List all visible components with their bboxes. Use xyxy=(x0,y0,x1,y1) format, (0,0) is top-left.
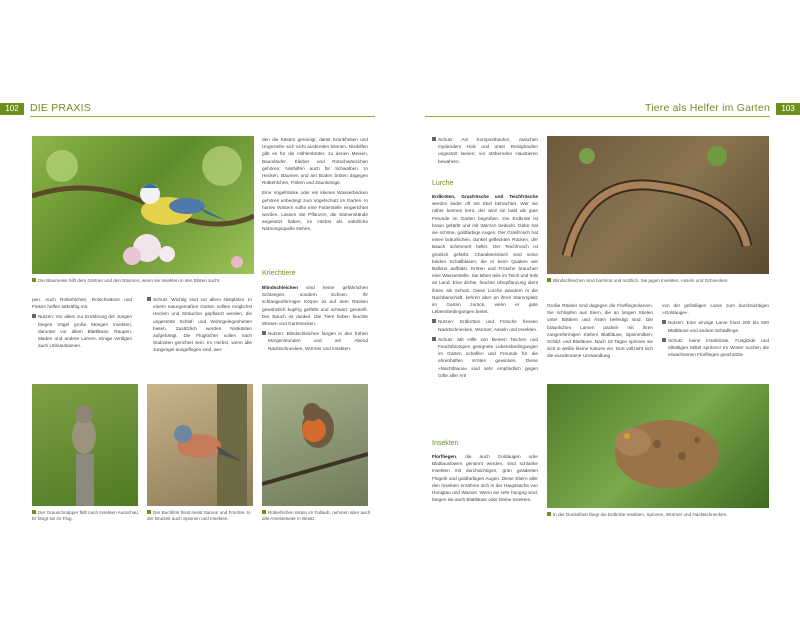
right-column-c xyxy=(662,302,769,361)
amphibians-para: Erdkröten, Grasfrösche und Teichfrösche werden leider oft mit Ekel betrachtet. Wer sie näher kennen lernt, der wird sie bald als gute Freunde im Garten begrüßen. Die Erdkröte ist braun gefärbt und mit Warzen bedeckt. Dafür hat sie schöne, goldfarbige Augen. Der Grasfrosch hat einen bräunlichen, dunkel gefleckten Rücken, der Bauch schimmert heller. Der Teichfrosch ist grünlich gefärbt. Charakteristisch sind seine beiden Schallblasen, die er beim Quaken wie Ballons aufbläst. Kröten und Frösche brauchen eine Wasserstelle. Sie leben teils im Teich und teils an Land. Eine dichte, feuchte Uferpflanzung dient ihnen als Schutz. Diese Lurche wandern in die Nachbarschaft, kehren aber an ihren Stammplatz im Garten zurück, wenn er gute Lebensbedingungen bietet. xyxy=(432,194,538,315)
insects-para: Florfliegen, die auch Goldaugen oder Blattlauslöwen genannt werden, sind schlanke Insekten mit durchsichtigen, grün geäderten Flügeln und goldfarbigen Augen. Diese Eltern aller den Insekten ernähren sich in der Hauptsache von Honigtau und Wasser. Wenn sie sehr hungrig sind, fangen sie auch Blattläuse oder kleine Insekten. xyxy=(432,454,538,503)
finch-illustration xyxy=(147,384,253,506)
col2-bullet: Schutz: Wichtig sind vor allem Nistplätze. In einem naturgemäßen Garten sollten möglichst Hecken und Sträucher gepflanzt werden, die ungestörte Schlaf- und Wohngelegenheiten bieten. Zusätzlich werden Nistkästen aufgehängt. Die Fluglöcher sollen nach Südosten gerichtet sein. Im Herbst, wenn alle Jungvögel ausgeflogen sind, wer- xyxy=(147,296,252,354)
amphibians-bullet-2: Schutz: Mit Hilfe von kleinen Teichen und Feuchtbiotopen geeignete Lebensbedingungen im Garten schaffen und Freunde für die ehrenhaften Kröten gewinnen. Diese »Nachtfauna« sind sehr empfindlich gegen Gifte aller Art! xyxy=(432,336,538,379)
header-rule-left xyxy=(30,116,375,117)
colC-bullet-1: Nutzen: Eine einzige Larve frisst 200 bis 500 Blattläuse und andere Schädlinge. xyxy=(662,319,769,333)
left-column-1 xyxy=(32,296,132,352)
subheading-amphibians: Lurche xyxy=(432,180,454,187)
col3-text2: Eine Vogeltränke oder ein kleines Wasserbecken gehören unbedingt zum Vogelschutz im Garten. In harten Wintern sollte eine Futterstelle eingerichtet werden. Lassen Sie Pflanzen, die Samenstände angesetzt haben, im Herbst als natürliche Nahrungsquelle stehen. xyxy=(262,190,368,232)
right-column-a xyxy=(432,136,538,168)
flycatcher-illustration xyxy=(32,384,138,506)
section-header-left: DIE PRAXIS xyxy=(30,102,91,114)
caption-slowworm: Blindschleichen sind harmlos und nützlich. Sie jagen Insekten, Asseln und Schnecken. xyxy=(547,278,777,284)
flycatcher-photo xyxy=(32,384,138,506)
amphibians-section xyxy=(432,193,538,382)
reptiles-para: Blindschleichen sind keine gefährlichen Schlangen, sondern Echsen. Ihr schlangenförmiger Körper ist auf dem Rücken gewöhnlich kupfrig gefärbt und schwarz gestreift. Der Bauch ist dunkel. Die Tiere lieben feuchte Wiesen und Gartenecken. xyxy=(262,285,368,327)
reptiles-bullet: Nutzen: Blindschleichen fangen in den frühen Morgenstunden und am Abend Nacktschnecken, Würmer und Insekten. xyxy=(262,330,368,352)
subheading-insects: Insekten xyxy=(432,440,459,447)
section-header-right: Tiere als Helfer im Garten xyxy=(644,102,770,114)
caption-blue-tit: Die Blaumeise hilft dem Gärtner und den Bäumen, wenn sie Insekten in den Blüten sucht. xyxy=(32,278,262,284)
colC-text: von der gefräßigen Larve zum durchsichtigen »Goldauge«. xyxy=(662,303,769,316)
finch-photo xyxy=(147,384,253,506)
blue-tit-photo xyxy=(32,136,254,274)
caption-finch: Der Buchfink frisst meist Samen und Früchte. In der Brutzeit auch Spinnen und Insekten. xyxy=(147,510,251,521)
colC-bullet-2: Schutz: keine Insektizide, Fungizide und ölhaltigen Mittel spritzen! Im Winter suchen die erwachsenen Florfliegen geschützte xyxy=(662,337,769,359)
subheading-reptiles: Kriechtiere xyxy=(262,270,296,277)
page-number-left: 102 xyxy=(0,103,24,115)
right-column-b xyxy=(547,302,653,363)
blue-tit-illustration xyxy=(32,136,254,274)
col3-text1: den die Kästen gereinigt, damit Krankheiten und Ungeziefer sich nicht ausbreiten können. Nisthilfen gibt es für die Höhlenbrüter, zu denen Meisen, Baumläufer, Kleiber und Rotschwänzchen gehören; Nisthilfen auch für Schwalben. In Hecken, Bäumen und am Boden brüten dagegen Rotkehlchen, Finken und Zaunkönige. xyxy=(262,137,368,186)
slowworm-photo xyxy=(547,136,769,274)
left-column-2 xyxy=(147,296,252,357)
robin-photo xyxy=(262,384,368,506)
toad-illustration xyxy=(547,384,769,508)
colB-text: Große Räuber sind dagegen die Florfliegenlarven. Sie schlüpfen aus Eiern, die an langen Stielen unter Blättern und Ästen befestigt sind. Die bräunlichen Larven packen mit ihren zangenförmigen Kiefern Blattläuse, Spinnmilben, Schild- und Blutläuse. Nach 18 Tagen spinnen sie sich in weiße kleine Kokons ein. Dort vollzieht sich die wundersame Umwandlung xyxy=(547,303,653,359)
robin-illustration xyxy=(262,384,368,506)
reptiles-section xyxy=(262,284,368,355)
header-rule-right xyxy=(425,116,770,117)
caption-flycatcher: Der Grauschnäpper fällt nach Insekten Ausschau. Er fängt sie im Flug. xyxy=(32,510,140,521)
col1-bullet: Nutzen: Vor allem zur Ernährung der Jungen fangen Vögel große Mengen Insekten, darunter vor allem Blattläuse, Raupen, Maden und andere Larven. Einige vertilgen auch Unkrautsamen. xyxy=(32,313,132,349)
insects-section xyxy=(432,453,538,506)
toad-photo xyxy=(547,384,769,508)
colA-bullet-top: Schutz: Am Komposthaufen, zwischen mydendem Holz und unter Reisighaufen ungestört lassen; vor stöbernden Haustieren bewahren. xyxy=(432,136,538,165)
amphibians-bullet-1: Nutzen: Erdkröten und Frösche fressen Nacktschnecken, Würmer, Asseln und Insekten. xyxy=(432,318,538,332)
caption-toad: In der Dunkelheit fängt die Erdkröte Insekten, Spinnen, Würmer und Nacktschnecken. xyxy=(547,512,777,518)
col1-text: pen. Auch Rotkehlchen, Rotschwänze und Finken helfen tatkräftig mit. xyxy=(32,297,132,310)
page-number-right: 103 xyxy=(776,103,800,115)
caption-robin: Rotkehlchen nisten im Fallaub, nehmen aber auch alte Ameiseneier in Besitz. xyxy=(262,510,371,521)
left-column-3 xyxy=(262,136,368,236)
slowworm-illustration xyxy=(547,136,769,274)
